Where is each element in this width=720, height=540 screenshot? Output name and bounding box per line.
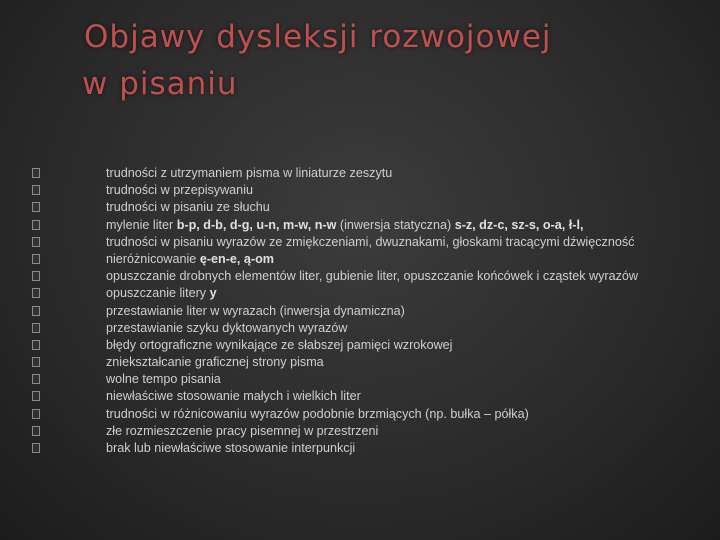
symptom-text: mylenie liter	[106, 217, 177, 232]
square-bullet-icon	[32, 357, 40, 367]
symptom-list-item	[32, 337, 702, 354]
symptom-text: trudności z utrzymaniem pisma w liniaturze zeszytu	[106, 166, 393, 180]
symptom-text: wolne tempo pisania	[106, 372, 221, 387]
square-bullet-icon	[32, 254, 40, 264]
symptom-text: złe rozmieszczenie pracy pisemnej w przestrzeni	[106, 423, 379, 438]
symptom-list-item	[32, 182, 702, 199]
symptom-text: błędy ortograficzne wynikające ze słabszej pamięci wzrokowej	[106, 337, 453, 352]
symptom-text: trudności w pisaniu wyrazów ze zmiękczeniami, dwuznakami, głoskami tracącymi dźwięczność	[106, 234, 635, 249]
symptom-list	[32, 165, 702, 457]
square-bullet-icon	[32, 443, 40, 453]
symptom-list-item	[32, 440, 702, 457]
symptom-list-item	[32, 268, 702, 285]
symptom-text: trudności w różnicowaniu wyrazów podobnie brzmiących (np. bułka – półka)	[106, 406, 529, 421]
square-bullet-icon	[32, 306, 40, 316]
symptom-list-item	[32, 251, 702, 268]
square-bullet-icon	[32, 220, 40, 230]
square-bullet-icon	[32, 426, 40, 436]
symptom-text: trudności w pisaniu ze słuchu	[106, 200, 270, 215]
symptom-list-item	[32, 423, 702, 440]
symptom-text: przestawianie liter w wyrazach (inwersja dynamiczna)	[106, 303, 405, 318]
symptom-text: brak lub niewłaściwe stosowanie interpunkcji	[106, 441, 356, 455]
square-bullet-icon	[32, 374, 40, 384]
square-bullet-icon	[32, 185, 40, 195]
symptom-list-item	[32, 406, 702, 423]
slide-title-line-2: w pisaniu	[82, 66, 238, 102]
symptom-list-item	[32, 217, 702, 234]
square-bullet-icon	[32, 340, 40, 350]
symptom-bold-text: y	[209, 286, 217, 301]
square-bullet-icon	[32, 409, 40, 419]
symptom-list-item	[32, 388, 702, 405]
symptom-text: niewłaściwe stosowanie małych i wielkich liter	[106, 389, 361, 404]
symptom-bold-text: ę-en-e, ą-om	[199, 251, 274, 266]
square-bullet-icon	[32, 202, 40, 212]
symptom-text: przestawianie szyku dyktowanych wyrazów	[106, 320, 348, 335]
symptom-list-item	[32, 371, 702, 388]
symptom-bold-text: b-p, d-b, d-g, u-n, m-w, n-w	[176, 217, 337, 232]
symptom-text: (inwersja statyczna)	[336, 217, 455, 232]
symptom-list-item	[32, 165, 702, 182]
symptom-text: opuszczanie drobnych elementów liter, gubienie liter, opuszczanie końcówek i cząstek wyrazów	[106, 269, 639, 284]
slide-title	[84, 14, 552, 108]
symptom-list-item	[32, 354, 702, 371]
square-bullet-icon	[32, 271, 40, 281]
symptom-text: zniekształcanie graficznej strony pisma	[106, 355, 324, 370]
symptom-list-item	[32, 285, 702, 302]
square-bullet-icon	[32, 237, 40, 247]
symptom-list-item	[32, 234, 702, 251]
symptom-bold-text: s-z, dz-c, sz-s, o-a, ł-l,	[454, 217, 584, 232]
symptom-list-item	[32, 199, 702, 216]
symptom-text: nieróżnicowanie	[106, 251, 200, 266]
square-bullet-icon	[32, 391, 40, 401]
square-bullet-icon	[32, 288, 40, 298]
symptom-list-item	[32, 303, 702, 320]
symptom-list-item	[32, 320, 702, 337]
symptom-text: opuszczanie litery	[106, 286, 210, 301]
square-bullet-icon	[32, 168, 40, 178]
square-bullet-icon	[32, 323, 40, 333]
symptom-text: trudności w przepisywaniu	[106, 183, 253, 198]
slide-title-line-1: Objawy dysleksji rozwojowej	[84, 19, 552, 55]
